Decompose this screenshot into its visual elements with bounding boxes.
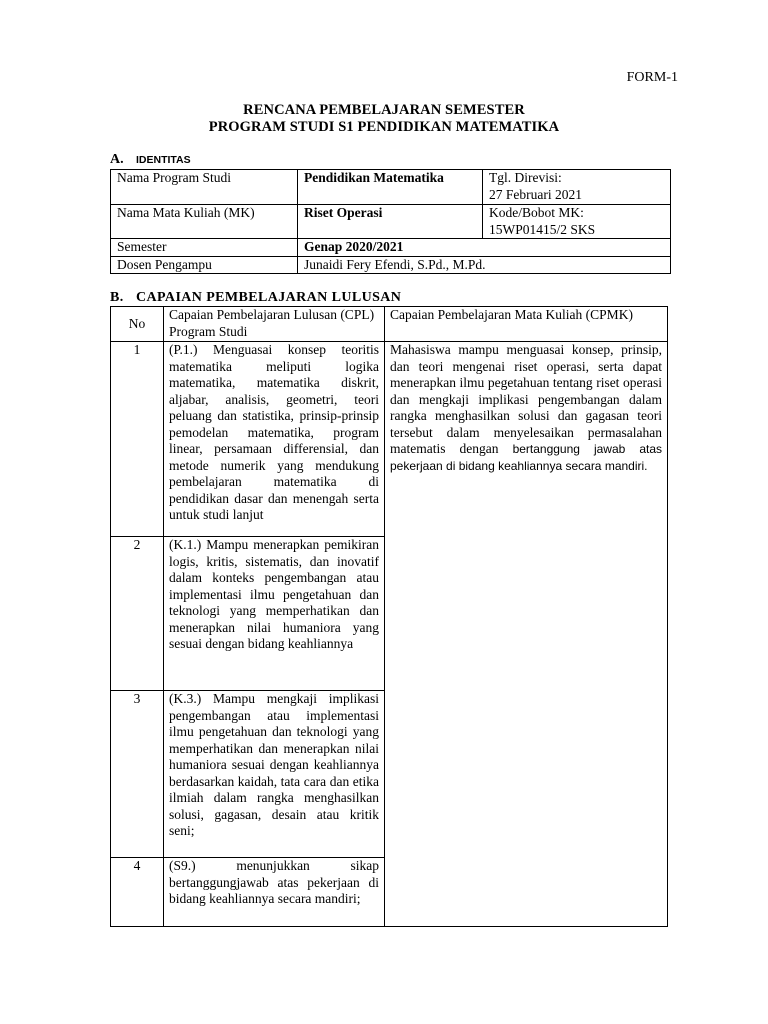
row-number: 2 [111, 537, 164, 691]
section-b-heading [110, 290, 401, 306]
course-label: Nama Mata Kuliah (MK) [111, 205, 298, 239]
form-code: FORM-1 [626, 70, 678, 85]
identity-row-program [111, 170, 671, 205]
table-row [111, 342, 668, 537]
header-cpmk: Capaian Pembelajaran Mata Kuliah (CPMK) [385, 307, 668, 342]
cpl-text: (K.3.) Mampu mengkaji implikasi pengembangan atau implementasi ilmu pengetahuan dan teknologi yang memperhatikan dan menerapkan nilai humaniora sesuai dengan keahliannya berdasarkan kaidah, tata cara dan etika ilmiah dalam rangka menghasilkan solusi, gagasan, desain atau kritik seni; [164, 691, 385, 858]
course-value: Riset Operasi [298, 205, 483, 239]
code-label: Kode/Bobot MK: [489, 205, 584, 220]
section-a-number: A. [110, 152, 124, 167]
semester-value: Genap 2020/2021 [298, 239, 671, 257]
cpmk-text-main: Mahasiswa mampu menguasai konsep, prinsip, dan teori mengenai riset operasi, serta dapat menerapkan ilmu pegetahuan tentang riset operasi dan mengkaji implikasi pengembangan dalam rangka menghasilkan solusi dan gagasan teori tersebut dalam menyelesaikan permasalahan matematis dengan [390, 342, 662, 456]
identity-row-lecturer [111, 256, 671, 274]
section-a-heading [110, 152, 191, 168]
header-no: No [111, 307, 164, 342]
header-cpl: Capaian Pembelajaran Lulusan (CPL) Program Studi [164, 307, 385, 342]
identity-row-course [111, 205, 671, 239]
outcomes-header-row [111, 307, 668, 342]
section-a-title: IDENTITAS [136, 154, 191, 166]
title-line-1: RENCANA PEMBELAJARAN SEMESTER [243, 102, 525, 118]
cpl-text: (P.1.) Menguasai konsep teoritis matematika meliputi logika matematika, matematika diskrit, aljabar, analisis, geometri, teori peluang dan statistika, prinsip-prinsip pemodelan matematika, program linear, persamaan differensial, dan metode numerik yang mendukung pembelajaran matematika di pendidikan dasar dan menengah serta untuk studi lanjut [164, 342, 385, 537]
row-number: 4 [111, 858, 164, 927]
code-cell [483, 205, 671, 239]
revised-value: 27 Februari 2021 [489, 186, 582, 202]
cpl-text: (S9.) menunjukkan sikap bertanggungjawab atas pekerjaan di bidang keahliannya secara mandiri; [164, 858, 385, 927]
learning-outcomes-table [110, 306, 668, 927]
program-label: Nama Program Studi [111, 170, 298, 205]
program-value: Pendidikan Matematika [298, 170, 483, 205]
revised-label: Tgl. Direvisi: [489, 170, 562, 185]
cpmk-cell [385, 342, 668, 927]
code-value: 15WP01415/2 SKS [489, 221, 596, 237]
identity-row-semester [111, 239, 671, 257]
row-number: 1 [111, 342, 164, 537]
row-number: 3 [111, 691, 164, 858]
lecturer-value: Junaidi Fery Efendi, S.Pd., M.Pd. [298, 256, 671, 274]
cpmk-text-tail: bertanggung jawab atas pekerjaan di bidang keahliannya secara mandiri. [390, 442, 662, 473]
title-line-2: PROGRAM STUDI S1 PENDIDIKAN MATEMATIKA [208, 119, 560, 135]
identity-table [110, 169, 671, 274]
section-b-number: B. [110, 290, 124, 305]
cpl-text: (K.1.) Mampu menerapkan pemikiran logis, kritis, sistematis, dan inovatif dalam konteks pengembangan atau implementasi ilmu pengetahuan dan teknologi yang memperhatikan dan menerapkan nilai humaniora yang sesuai dengan bidang keahliannya [164, 537, 385, 691]
section-b-title: CAPAIAN PEMBELAJARAN LULUSAN [136, 290, 402, 305]
document-title [0, 102, 768, 136]
semester-label: Semester [111, 239, 298, 257]
lecturer-label: Dosen Pengampu [111, 256, 298, 274]
revised-cell [483, 170, 671, 205]
